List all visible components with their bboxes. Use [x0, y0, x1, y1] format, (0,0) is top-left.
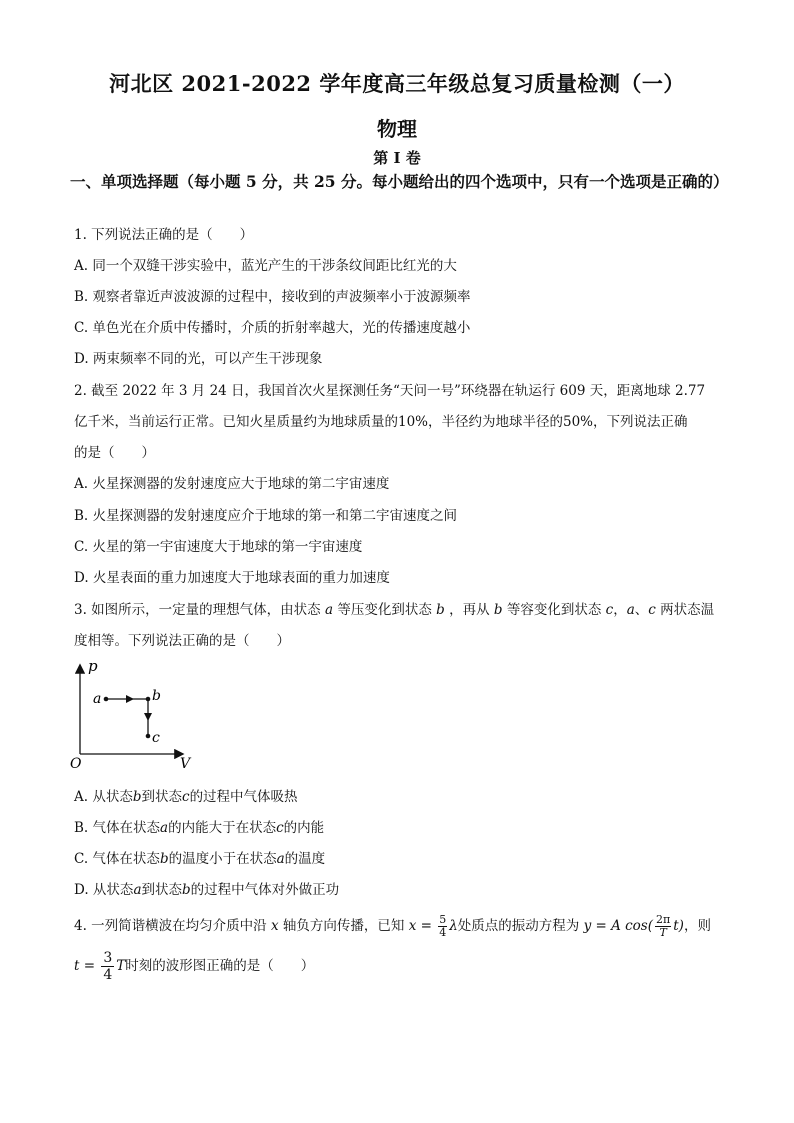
text-part: C. 气体在状态 — [74, 851, 160, 867]
arrow-bc-icon — [144, 713, 152, 721]
q1-option-b: B. 观察者靠近声波波源的过程中，接收到的声波频率小于波源频率 — [74, 289, 471, 305]
label-a: a — [93, 691, 102, 707]
var-b: b — [159, 851, 169, 867]
text-part: 的过程中气体吸热 — [189, 789, 298, 805]
eq-y-end: t) — [673, 918, 684, 934]
q3-stem-part: ，再从 — [449, 602, 490, 618]
q3-option-b — [74, 818, 724, 838]
frac-num: 2π — [656, 913, 671, 926]
point-c — [146, 734, 151, 739]
text-part: 的过程中气体对外做正功 — [190, 882, 340, 898]
exam-title: 河北区 2021-2022 学年度高三年级总复习质量检测（一） — [109, 71, 685, 96]
q2-option-c: C. 火星的第一宇宙速度大于地球的第一宇宙速度 — [74, 539, 363, 555]
point-b — [146, 697, 151, 702]
q2-stem-line3: 的是（ ） — [74, 445, 155, 461]
q1-option-a: A. 同一个双缝干涉实验中，蓝光产生的干涉条纹间距比红光的大 — [74, 258, 457, 274]
q3-option-c — [74, 849, 724, 869]
var-b: b — [182, 882, 191, 898]
q4-stem-line2 — [74, 950, 724, 983]
q4-stem-line1 — [74, 914, 724, 939]
section-heading: 一、单项选择题（每小题 5 分，共 25 分。每小题给出的四个选项中，只有一个选项是正确的） — [70, 172, 729, 191]
var-c: c — [648, 602, 656, 618]
frac-num: 5 — [439, 913, 447, 926]
q3-stem-part: 等压变化到状态 — [337, 602, 432, 618]
q3-stem-part: 两状态温 — [660, 602, 715, 618]
subject-title: 物理 — [377, 117, 417, 141]
var-t: T — [116, 958, 126, 974]
q1-option-c: C. 单色光在介质中传播时，介质的折射率越大，光的传播速度越小 — [74, 320, 471, 336]
label-b: b — [152, 688, 161, 704]
var-a: a — [160, 820, 169, 836]
var-a: a — [276, 851, 285, 867]
text-part: A. 从状态 — [74, 789, 133, 805]
text-part: 的温度小于在状态 — [168, 851, 277, 867]
q2-option-d: D. 火星表面的重力加速度大于地球表面的重力加速度 — [74, 570, 390, 586]
q3-stem-line2: 度相等。下列说法正确的是（ ） — [74, 633, 290, 649]
text-part: 处质点的振动方程为 — [457, 918, 580, 934]
q3-stem-part: 等容变化到状态 — [506, 602, 602, 618]
frac-den: 4 — [103, 967, 113, 983]
pv-diagram — [68, 658, 198, 776]
frac-den: T — [659, 926, 667, 939]
label-v: V — [180, 756, 191, 772]
text-part: ，则 — [683, 918, 711, 934]
text-part: D. 从状态 — [74, 882, 134, 898]
q3-stem-line1: 3. 如图所示，一定量的理想气体，由状态 a 等压变化到状态 b ，再从 b 等容变化到状态 c，a、c 两状态温 — [74, 602, 715, 618]
text-part: 4. 一列简谐横波在均匀介质中沿 — [74, 918, 267, 934]
eq-t: t = — [74, 958, 96, 974]
var-c: c — [276, 820, 284, 836]
label-origin: O — [70, 756, 82, 772]
var-b: b — [436, 602, 445, 618]
text-part: 的温度 — [284, 851, 326, 867]
label-p: p — [88, 658, 98, 675]
label-c: c — [152, 730, 160, 746]
var-c: c — [182, 789, 190, 805]
text-part: 的内能 — [283, 820, 325, 836]
q2-option-b: B. 火星探测器的发射速度应介于地球的第一和第二宇宙速度之间 — [74, 508, 458, 524]
q3-option-d — [74, 880, 724, 900]
var-a: a — [626, 602, 635, 618]
q2-stem-line1: 2. 截至 2022 年 3 月 24 日，我国首次火星探测任务“天问一号”环绕器在轨运行 609 天，距离地球 2.77 — [74, 383, 706, 399]
text-part: 轴负方向传播，已知 — [282, 918, 405, 934]
text-part: 到状态 — [141, 789, 182, 805]
fraction-2pi-t — [655, 914, 671, 939]
q2-stem-line2: 亿千米，当前运行正常。已知火星质量约为地球质量的10%，半径约为地球半径的50%，下列说法正确 — [74, 414, 688, 430]
fraction-5-4 — [438, 914, 447, 939]
q1-option-d: D. 两束频率不同的光，可以产生干涉现象 — [74, 351, 323, 367]
q1-stem: 1. 下列说法正确的是（ ） — [74, 227, 254, 243]
eq-x: x = — [408, 918, 432, 934]
volume-label: 第 I 卷 — [373, 149, 421, 167]
var-b: b — [132, 789, 142, 805]
q2-option-a: A. 火星探测器的发射速度应大于地球的第二宇宙速度 — [74, 476, 390, 492]
point-a — [104, 697, 109, 702]
q3-stem-part: 3. 如图所示，一定量的理想气体，由状态 — [74, 602, 321, 618]
var-a: a — [324, 602, 334, 618]
text-part: 到状态 — [141, 882, 182, 898]
var-a: a — [133, 882, 142, 898]
arrow-ab-icon — [126, 695, 134, 703]
var-c: c — [605, 602, 614, 618]
eq-y: y = A cos( — [583, 918, 654, 934]
frac-num: 3 — [103, 950, 113, 966]
text-part: 时刻的波形图正确的是（ ） — [125, 958, 315, 974]
q3-option-a — [74, 787, 724, 807]
text-part: B. 气体在状态 — [74, 820, 161, 836]
text-part: 的内能大于在状态 — [168, 820, 277, 836]
var-lambda: λ — [449, 918, 458, 934]
frac-den: 4 — [439, 926, 447, 939]
var-b: b — [493, 602, 503, 618]
var-x: x — [270, 918, 279, 934]
fraction-3-4 — [101, 950, 114, 983]
